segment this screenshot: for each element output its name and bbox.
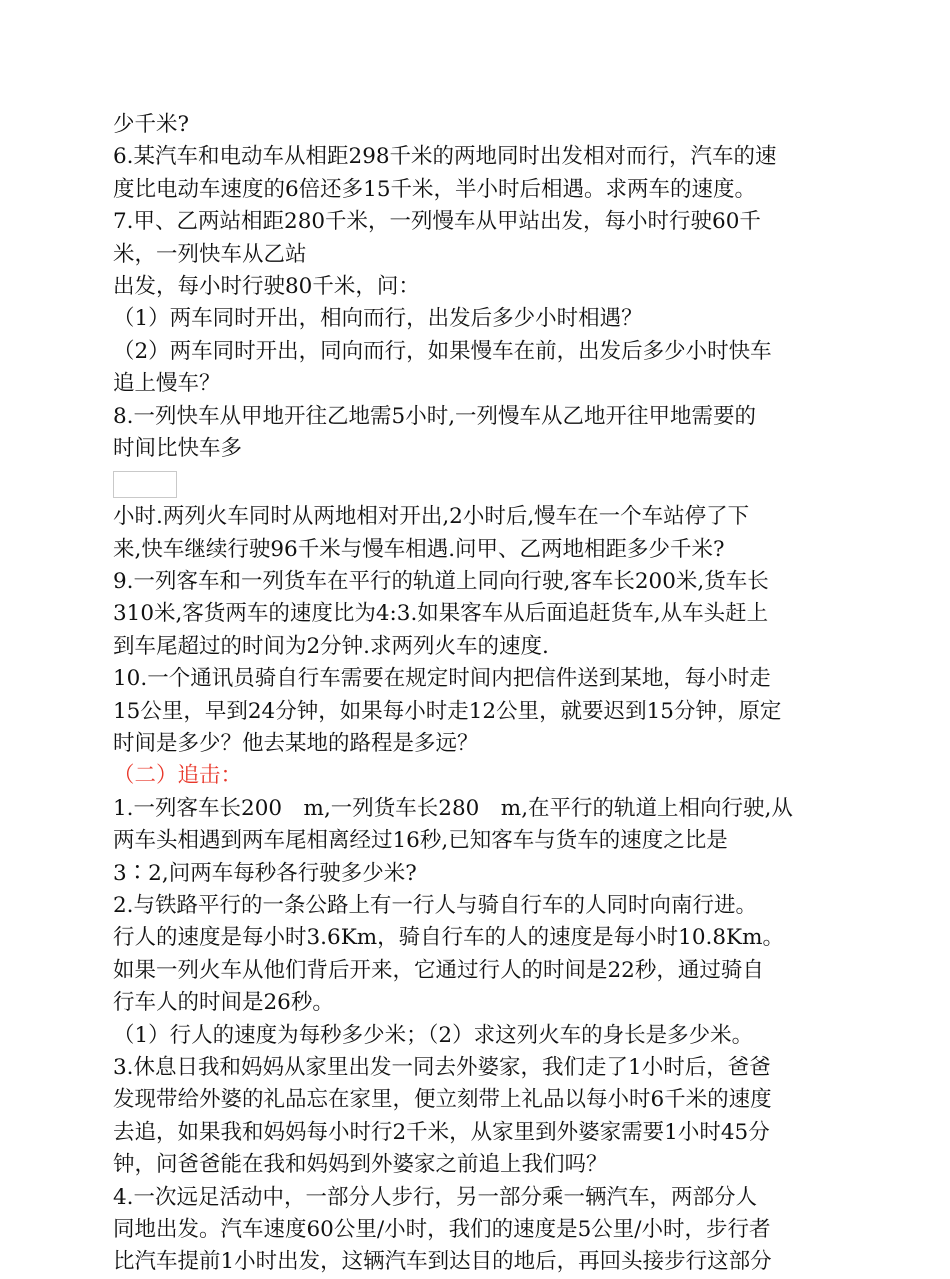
text-line: （1）两车同时开出，相向而行，出发后多少小时相遇？: [113, 306, 643, 332]
text-line: 度比电动车速度的6倍还多15千米，半小时后相遇。求两车的速度。: [113, 176, 757, 202]
text-line: （2）两车同时开出，同向而行，如果慢车在前，出发后多少小时快车: [113, 338, 772, 364]
text-line: 7.甲、乙两站相距280千米，一列慢车从甲站出发，每小时行驶60千: [113, 209, 761, 235]
text-line: 9.一列客车和一列货车在平行的轨道上同向行驶,客车长200米,货车长: [113, 569, 769, 595]
text-line: 2.与铁路平行的一条公路上有一行人与骑自行车的人同时向南行进。: [113, 892, 758, 918]
text-line: 时间是多少？他去某地的路程是多远？: [113, 731, 479, 757]
text-line: 米，一列快车从乙站: [113, 241, 307, 267]
text-line: 钟，问爸爸能在我和妈妈到外婆家之前追上我们吗？: [113, 1152, 608, 1178]
text-line: 行人的速度是每小时3.6Km，骑自行车的人的速度是每小时10.8Km。: [113, 925, 784, 951]
text-line: 3.休息日我和妈妈从家里出发一同去外婆家，我们走了1小时后，爸爸: [113, 1054, 771, 1080]
text-line: 4.一次远足活动中，一部分人步行，另一部分乘一辆汽车，两部分人: [113, 1184, 758, 1210]
fraction-blank-box: [113, 471, 177, 498]
text-line: 6.某汽车和电动车从相距298千米的两地同时出发相对而行，汽车的速: [113, 144, 777, 170]
text-line: 发现带给外婆的礼品忘在家里，便立刻带上礼品以每小时6千米的速度: [113, 1087, 772, 1113]
text-line: 时间比快车多: [113, 435, 243, 461]
text-line: 比汽车提前1小时出发，这辆汽车到达目的地后，再回头接步行这部分: [113, 1249, 772, 1275]
text-line: 出发，每小时行驶80千米，问：: [113, 273, 420, 299]
text-line: 如果一列火车从他们背后开来，它通过行人的时间是22秒，通过骑自: [113, 957, 764, 983]
text-line: 同地出发。汽车速度60公里/小时，我们的速度是5公里/小时，步行者: [113, 1216, 771, 1242]
document-body: [113, 109, 843, 1279]
text-line: 两车头相遇到两车尾相离经过16秒,已知客车与货车的速度之比是: [113, 828, 728, 854]
text-line: 去追，如果我和妈妈每小时行2千米，从家里到外婆家需要1小时45分: [113, 1119, 770, 1145]
text-line: （1）行人的速度为每秒多少米；（2）求这列火车的身长是多少米。: [113, 1022, 754, 1048]
text-line: 少千米?: [113, 112, 190, 137]
text-line: 来,快车继续行驶96千米与慢车相遇.问甲、乙两地相距多少千米?: [113, 536, 725, 562]
text-line: 15公里，早到24分钟，如果每小时走12公里，就要迟到15分钟，原定: [113, 698, 782, 724]
section-heading: （二）追击：: [113, 763, 243, 789]
text-line: 行车人的时间是26秒。: [113, 990, 334, 1016]
text-line: 310米,客货两车的速度比为4:3.如果客车从后面追赶货车,从车头赶上: [113, 601, 769, 627]
text-line: 8.一列快车从甲地开往乙地需5小时,一列慢车从乙地开往甲地需要的: [113, 403, 757, 429]
text-line: 到车尾超过的时间为2分钟.求两列火车的速度.: [113, 633, 549, 659]
text-line: 小时.两列火车同时从两地相对开出,2小时后,慢车在一个车站停了下: [113, 504, 750, 530]
text-line: 追上慢车？: [113, 371, 221, 397]
text-line: 1.一列客车长200 m,一列货车长280 m,在平行的轨道上相向行驶,从: [113, 795, 793, 821]
text-line: 3∶2,问两车每秒各行驶多少米?: [113, 860, 417, 886]
text-line: 10.一个通讯员骑自行车需要在规定时间内把信件送到某地，每小时走: [113, 666, 771, 692]
